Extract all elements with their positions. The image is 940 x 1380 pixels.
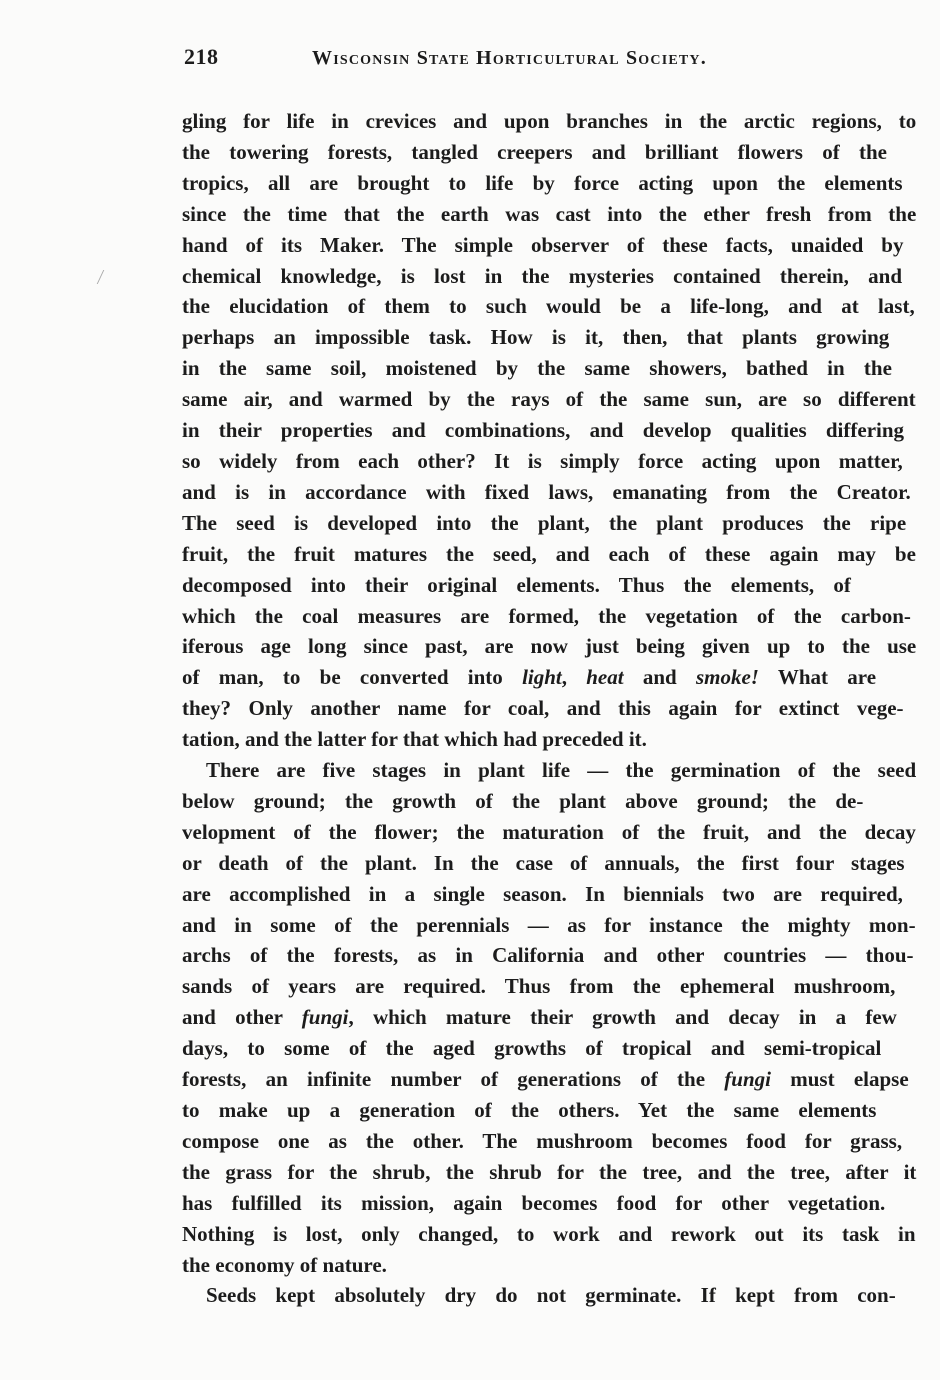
italic-word-heat: heat [586, 665, 624, 690]
running-head: Wisconsin State Horticultural Society. [312, 47, 707, 69]
text-line: and in some of the perennials — as for instance the mighty mon- [182, 912, 916, 937]
text-line: are accomplished in a single season. In biennials two are required, [182, 881, 903, 906]
text-line: same air, and warmed by the rays of the same sun, are so different [182, 387, 916, 412]
page-number: 218 [184, 44, 219, 69]
text-segment: must elapse [770, 1067, 909, 1092]
text-line: The seed is developed into the plant, the plant produces the ripe [182, 510, 907, 535]
text-segment: forests, an infinite number of generations of the [182, 1067, 725, 1092]
text-segment: What are [758, 665, 877, 690]
margin-pencil-mark [97, 270, 113, 284]
page-header [184, 44, 916, 78]
text-line: sands of years are required. Thus from the ephemeral mushroom, [182, 974, 896, 999]
text-line: so widely from each other? It is simply force acting upon matter, [182, 448, 903, 473]
text-line: days, to some of the aged growths of tropical and semi-tropical [182, 1036, 882, 1061]
text-line: fruit, the fruit matures the seed, and each of these again may be [182, 541, 916, 566]
text-segment: , which mature their growth and decay in a few [348, 1005, 897, 1030]
text-line: the elucidation of them to such would be a life-long, and at last, [182, 294, 915, 319]
paragraph-2 [182, 755, 916, 1280]
text-segment: and [623, 665, 696, 690]
text-line: tropics, all are brought to life by force acting upon the elements [182, 170, 903, 195]
body-text [182, 106, 916, 1311]
text-line: the grass for the shrub, the shrub for the tree, and the tree, after it [182, 1159, 917, 1184]
text-line: hand of its Maker. The simple observer of these facts, unaided by [182, 232, 904, 257]
text-line: and is in accordance with fixed laws, emanating from the Creator. [182, 479, 911, 504]
text-line: to make up a generation of the others. Yet the same elements [182, 1098, 877, 1122]
text-line-with-italics [182, 1002, 916, 1033]
text-line: iferous age long since past, are now just being given up to the use [182, 634, 917, 659]
text-segment: and other [182, 1005, 302, 1030]
text-line: velopment of the flower; the maturation of the fruit, and the decay [182, 819, 916, 844]
text-line: the towering forests, tangled creepers and brilliant flowers of the [182, 139, 887, 164]
text-line: perhaps an impossible task. How is it, then, that plants growing [182, 325, 890, 350]
text-line: Nothing is lost, only changed, to work and rework out its task in [182, 1221, 916, 1246]
text-line: There are five stages in plant life — the germination of the seed [206, 758, 917, 783]
paragraph-1 [182, 106, 916, 755]
italic-word-fungi: fungi [724, 1067, 771, 1092]
text-line: since the time that the earth was cast into the ether fresh from the [182, 201, 917, 226]
text-line: has fulfilled its mission, again becomes food for other vegetation. [182, 1190, 886, 1215]
text-line: Seeds kept absolutely dry do not germinate. If kept from con- [206, 1283, 896, 1308]
italic-word-light: light [522, 665, 562, 690]
text-line: in the same soil, moistened by the same showers, bathed in the [182, 356, 892, 381]
text-line: decomposed into their original elements. Thus the elements, of [182, 572, 851, 597]
text-segment: , [561, 665, 587, 690]
text-line: or death of the plant. In the case of annuals, the first four stages [182, 850, 905, 875]
paragraph-3 [182, 1280, 916, 1311]
text-segment: of man, to be converted into [182, 665, 523, 690]
text-line-with-italics [182, 1064, 916, 1095]
text-line: compose one as the other. The mushroom becomes food for grass, [182, 1128, 903, 1153]
text-line: the economy of nature. [182, 1252, 387, 1277]
text-line-with-italics [182, 662, 916, 693]
text-line: gling for life in crevices and upon branches in the arctic regions, to [182, 109, 917, 133]
italic-word-smoke: smoke! [695, 665, 759, 690]
text-line: in their properties and combinations, and develop qualities differing [182, 418, 905, 443]
text-line: tation, and the latter for that which had preceded it. [182, 727, 647, 752]
italic-word-fungi: fungi [301, 1005, 349, 1030]
text-line: they? Only another name for coal, and this again for extinct vege- [182, 696, 904, 721]
text-line: which the coal measures are formed, the vegetation of the carbon- [182, 603, 911, 628]
text-line: chemical knowledge, is lost in the mysteries contained therein, and [182, 263, 903, 288]
text-line: below ground; the growth of the plant above ground; the de- [182, 788, 864, 813]
text-line: archs of the forests, as in California and other countries — thou- [182, 943, 914, 968]
